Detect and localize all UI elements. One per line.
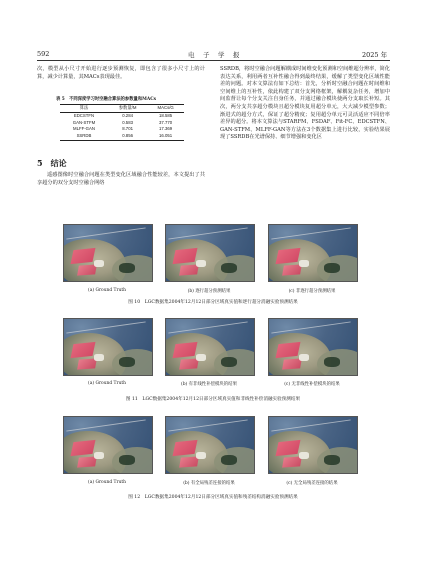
satellite-image — [268, 318, 358, 376]
satellite-image — [165, 224, 255, 282]
figure-caption: 图 12 LGC数据集2004年12月12日部分区域真实值和残差结构消融实验预测结果 — [128, 495, 298, 500]
figure-caption: 图 11 LGC数据集2004年12月12日部分区域真实值和非线性补偿消融实验预测结果 — [125, 397, 301, 402]
table-cell: 17.369 — [159, 126, 173, 132]
right-column — [220, 66, 390, 142]
subfigure-label: (b) 有非线性补偿模块的结果 — [181, 382, 237, 387]
paragraph: SSRDB，将时空融合问题解耦成时间维变化预测和空间维超分辨率，简化表达关系，利用两者互补性融合得到最终结果，缓解了类型变化区域性能差的问题。对本文算法有如下总结：首先，分析时空融合问题在时间维和空间维上的互补性，依此构建了双分支网络框架，解耦复杂任务，增加中间监督让每个分支关注自身任务，并通过融合模块使两分支取长补短。其次，两分支共享超分模块且超分模块复用超分单元，大大减少模型参数；渐进式的超分方式，保证了超分精度；复用超分单元可灵活适应不同倍率差异的超分。将本文算法与STARFM、FSDAF、Fit-FC、EDCSTFN、GAN-STFM、MLFF-GAN等方法在3个数据集上进行比较，实验结果展现了SSRDB在光谱保持、细节增强和变化区 — [220, 66, 390, 141]
table-cell: 0.856 — [108, 133, 147, 140]
satellite-image — [63, 224, 153, 282]
table-cell: GAN-STFM — [72, 119, 96, 125]
table-header: MACs/G — [147, 105, 184, 113]
table-row — [60, 133, 184, 140]
table-caption: 表 5 不同深度学习时空融合算法的参数量和MACs — [56, 97, 157, 102]
table-cell: 8.701 — [122, 126, 133, 132]
table-row — [60, 126, 184, 133]
satellite-image — [165, 416, 255, 474]
table-row — [60, 120, 184, 127]
table-cell: 37.770 — [159, 119, 173, 125]
year: 2025 年 — [362, 51, 388, 59]
subfigure-label: (a) Ground Truth — [88, 288, 126, 293]
subfigure-label: (c) 无全局残差连接的结果 — [286, 481, 338, 486]
paragraph-continued: 次，模型从小尺寸开始进行逐步预测恢复，即包含了很多小尺寸上的计算，减少计算量，其MACs表现最佳。 — [37, 66, 205, 80]
satellite-image — [268, 224, 358, 282]
table-cell: SSRDB — [60, 133, 108, 140]
conclusion-text — [37, 172, 205, 187]
satellite-image — [63, 318, 153, 376]
figure-caption: 图 10 LGC数据集2004年12月12日部分区域真实值和逐行超分消融实验预测结果 — [128, 300, 298, 305]
page-number: 592 — [37, 50, 50, 58]
satellite-image — [63, 416, 153, 474]
header-rule — [37, 60, 390, 61]
journal-title: 电 子 学 报 — [188, 51, 241, 59]
subfigure-label: (b) 逐行超分预测结果 — [187, 289, 231, 294]
table-header: 算法 — [60, 105, 108, 113]
table-cell: 18.585 — [159, 112, 173, 118]
table-cell: 16.051 — [147, 133, 184, 140]
satellite-image — [165, 318, 255, 376]
subfigure-label: (c) 非逐行超分预测结果 — [288, 289, 336, 294]
subfigure-label: (c) 无非线性补偿模块的结果 — [284, 382, 340, 387]
subfigure-label: (a) Ground Truth — [88, 381, 126, 386]
left-column — [37, 66, 205, 81]
table-cell: 0.583 — [122, 119, 133, 125]
table-cell: 0.284 — [122, 112, 133, 118]
table-cell: MLFF-GAN — [72, 126, 95, 132]
params-table — [60, 104, 184, 141]
table-cell: EDCSTFN — [73, 112, 95, 118]
table-row — [60, 112, 184, 119]
table-header: 参数量/M — [108, 105, 147, 113]
conclusion-paragraph: 遥感图像时空融合问题在类型变化区域融合性能较差，本文提出了共享超分的双分支时空融合网络 — [37, 172, 205, 186]
satellite-image — [268, 416, 358, 474]
section-title: 5 结论 — [37, 158, 67, 168]
subfigure-label: (a) Ground Truth — [88, 480, 126, 485]
subfigure-label: (b) 有全局残差连接的结果 — [183, 481, 235, 486]
